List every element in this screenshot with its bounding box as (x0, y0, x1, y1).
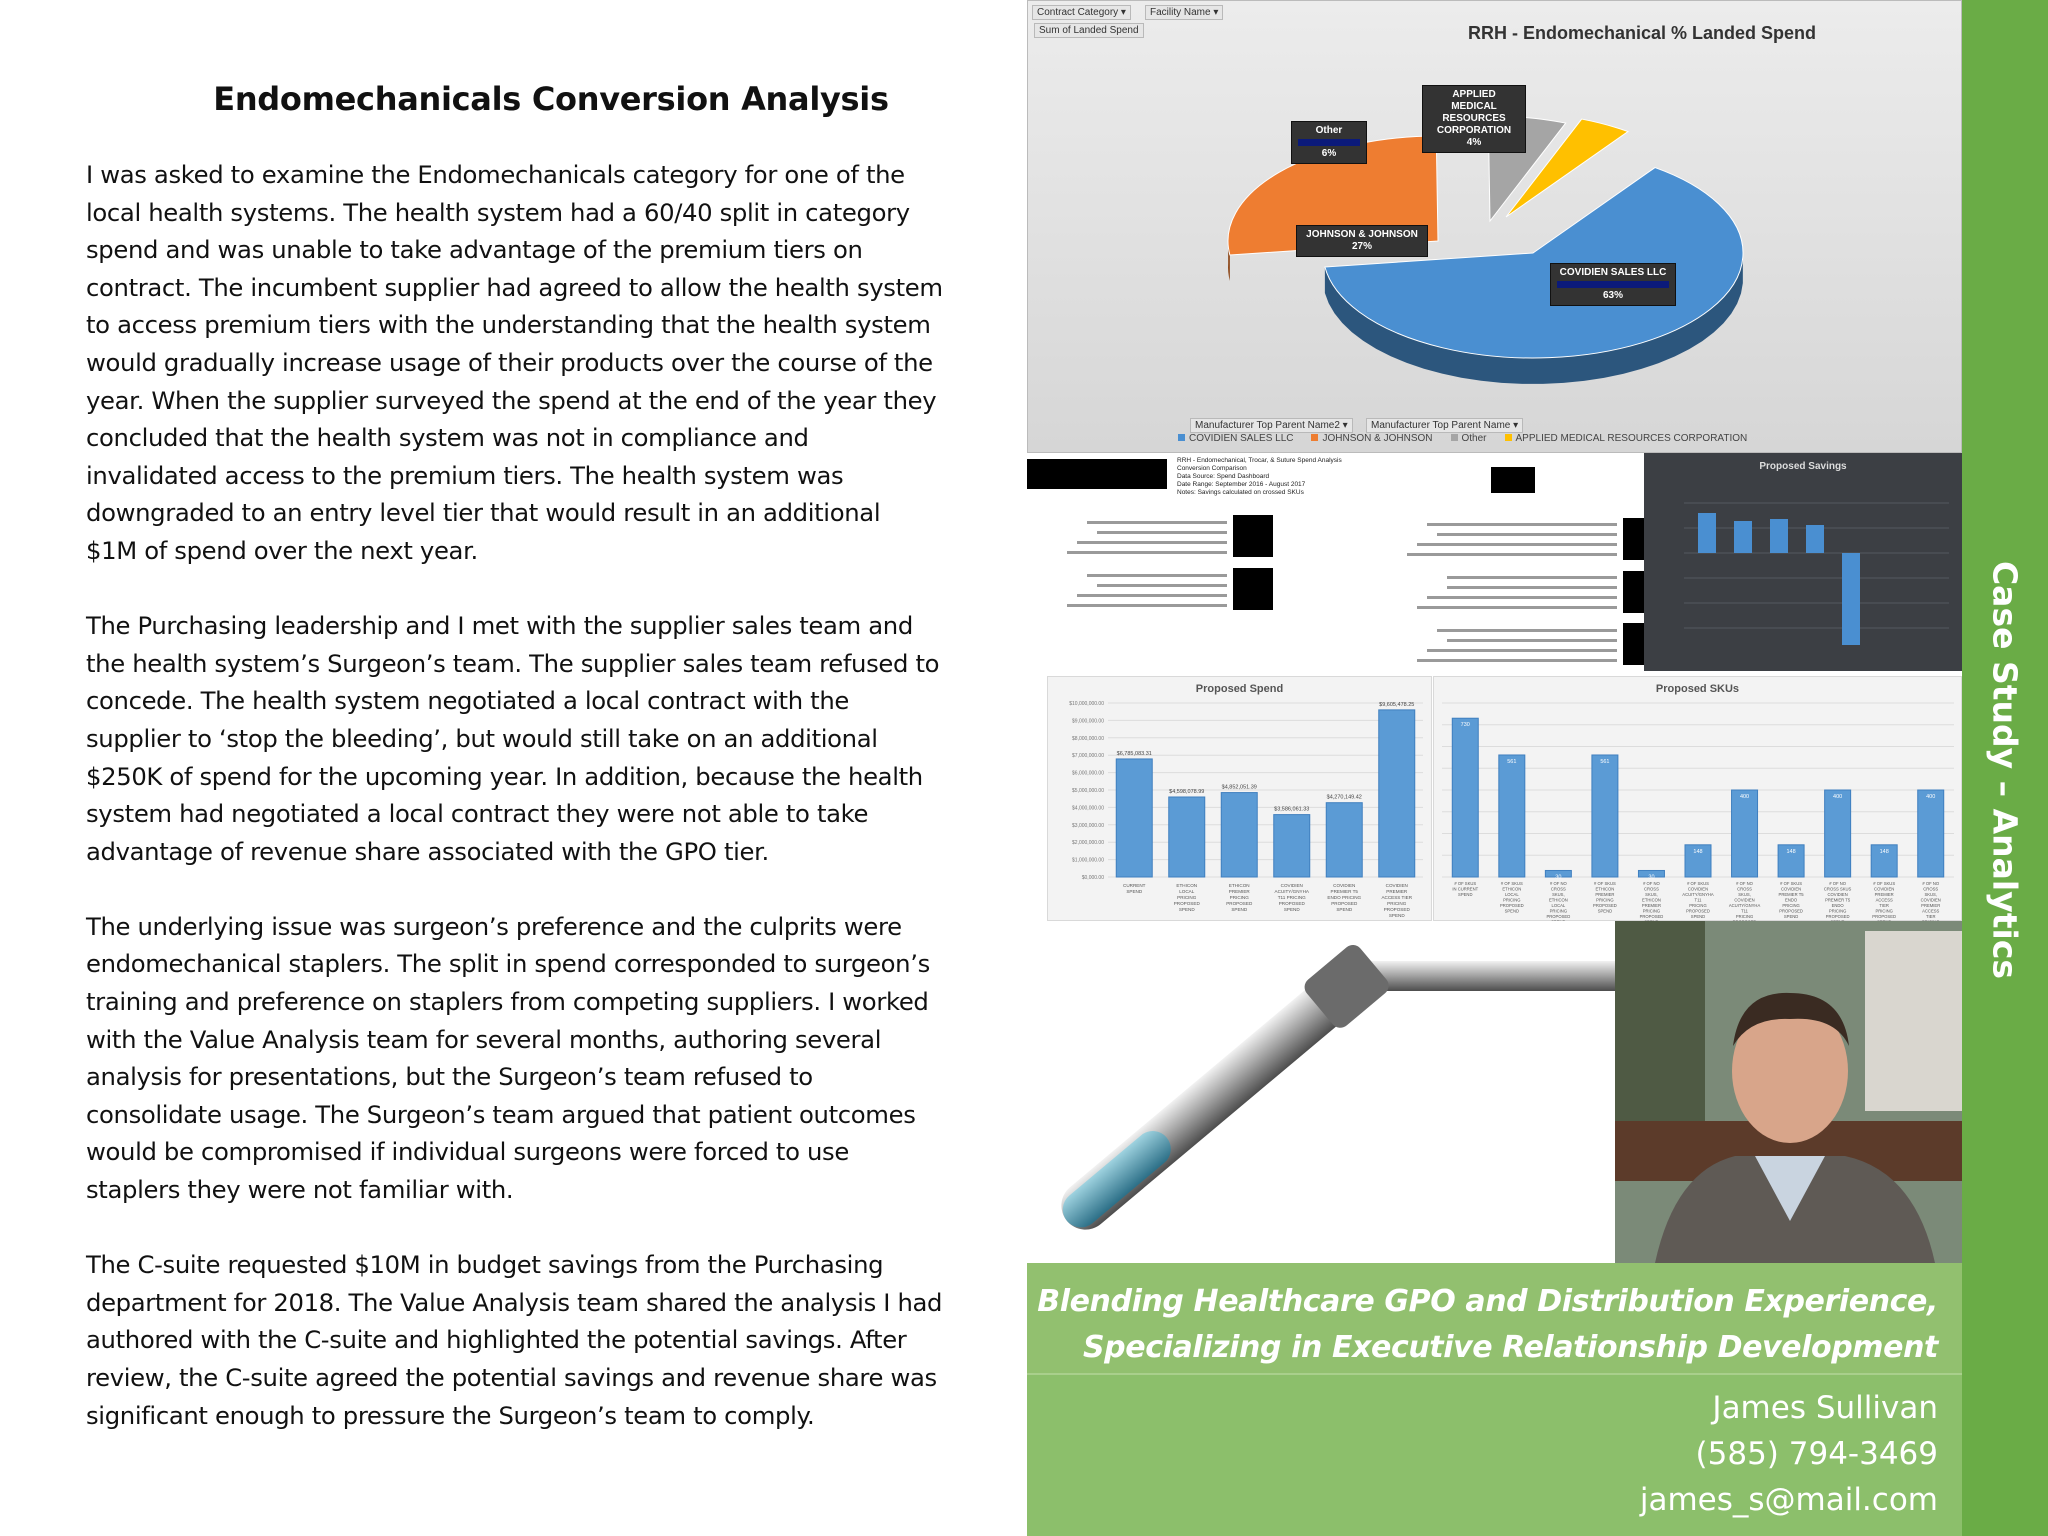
footer-banner (1027, 1263, 1962, 1536)
x-tick-label: SPEND (1458, 892, 1473, 897)
stapler-illustration (1027, 921, 1615, 1263)
article-line: downgraded to an entry level tier that would result in an additional (86, 498, 881, 528)
x-tick-label: SPEND (1178, 907, 1195, 912)
redaction-bar (1557, 281, 1669, 288)
x-tick-label: # OF NO (1922, 881, 1940, 886)
pie-legend (1178, 433, 1747, 444)
article-line: with the Value Analysis team for several months, authoring several (86, 1024, 882, 1054)
filter-facility-name[interactable]: Facility Name ▾ (1145, 5, 1223, 20)
x-tick-label: # OF SKUS (1687, 881, 1709, 886)
x-tick-label: ENDO PRICING (1327, 895, 1362, 900)
x-tick-label: ACUITY/GNYHA (1274, 889, 1309, 894)
bar-value-label: $4,598,078.99 (1169, 788, 1205, 795)
tagline (1027, 1263, 1962, 1375)
portrait-illustration (1615, 921, 1962, 1263)
x-tick-label: ENDO (1831, 903, 1844, 908)
x-tick-label: LOCAL (1504, 892, 1519, 897)
y-tick-label: $6,000,000.00 (1072, 770, 1104, 777)
filter-manufacturer-name[interactable]: Manufacturer Top Parent Name ▾ (1366, 418, 1523, 433)
y-tick-label: $10,000,000.00 (1069, 701, 1104, 707)
x-tick-label: PROPOSED (1331, 901, 1358, 906)
callout-label: COVIDIEN SALES LLC (1559, 267, 1667, 278)
article-line: would gradually increase usage of their products over the course of the (86, 347, 933, 377)
savings-bar (1734, 521, 1752, 553)
x-tick-label: ETHICON (1548, 897, 1568, 903)
x-tick-label: SPEND (1388, 913, 1405, 918)
x-tick-label: PREMIER T5 (1778, 892, 1804, 897)
x-tick-label: CROSS (1737, 886, 1752, 892)
x-tick-label: PREMIER T5 (1825, 897, 1851, 903)
x-tick-label: COVIDIEN (1780, 886, 1802, 892)
contact-email[interactable]: james_s@mail.com (1639, 1482, 1938, 1518)
article-line: year. When the supplier surveyed the spend at the end of the year they (86, 385, 937, 415)
article-line: The C-suite requested $10M in budget savings from the Purchasing (86, 1250, 884, 1280)
article-line: supplier to ‘stop the bleeding’, but would still take on an additional (86, 723, 878, 753)
article-line: $250K of spend for the upcoming year. In addition, because the health (86, 761, 923, 791)
bar-value-label: $6,785,083.31 (1116, 750, 1152, 757)
x-tick-label: COVIDIEN (1827, 892, 1848, 897)
bar-value-label: 30 (1648, 874, 1655, 881)
article-line: invalidated access to the premium tiers. The health system was (86, 460, 844, 490)
bar-value-label: 400 (1833, 794, 1843, 800)
x-tick-label: PROPOSED (1546, 914, 1571, 919)
x-tick-label: COVIDIEN (1734, 897, 1755, 903)
bar-value-label: $4,270,149.42 (1326, 794, 1362, 801)
article-line: analysis for presentations, but the Surgeon’s team refused to (86, 1062, 813, 1092)
redaction-block (1491, 467, 1535, 493)
sku-bar (1732, 790, 1758, 877)
bar-value-label: 148 (1786, 848, 1796, 855)
x-tick-label: PREMIER T5 (1330, 889, 1358, 894)
article-line: to access premium tiers with the understanding that the health system (86, 310, 931, 340)
x-tick-label: # OF SKUS (1593, 881, 1616, 886)
sku-bar (1918, 790, 1944, 877)
x-tick-label: CROSS SKUS (1823, 886, 1852, 892)
x-tick-label: PRICING (1229, 895, 1249, 900)
legend-swatch (1311, 434, 1318, 441)
savings-bars (1644, 453, 1962, 671)
legend-item (1178, 433, 1293, 444)
proposed-spend-chart (1047, 676, 1432, 921)
article-title: Endomechanicals Conversion Analysis (213, 80, 889, 118)
filter-label: Facility Name (1150, 7, 1211, 18)
bar-value-label: 148 (1693, 848, 1703, 855)
note-line: Data Source: Spend Dashboard (1177, 473, 1270, 480)
stapler-image (1027, 921, 1615, 1263)
x-tick-label: ETHICON (1228, 883, 1250, 888)
pie-chart-svg (1028, 1, 1963, 454)
filter-label: Sum of Landed Spend (1039, 25, 1139, 36)
filter-label: Contract Category (1037, 7, 1119, 18)
x-tick-label: COVIDIEN (1385, 883, 1408, 888)
article-line: concede. The health system negotiated a local contract with the (86, 686, 849, 716)
legend-item (1505, 433, 1748, 444)
callout-percent: 4% (1466, 137, 1482, 148)
article-line: The Purchasing leadership and I met with the supplier sales team and (86, 611, 913, 641)
x-tick-label: # OF NO (1549, 881, 1567, 886)
x-tick-label: PREMIER (1874, 892, 1894, 897)
table-text-lines (1067, 521, 1617, 662)
x-tick-label: PROPOSED (1499, 903, 1524, 908)
x-tick-label: # OF NO (1829, 881, 1847, 886)
y-tick-label: $9,000,000.00 (1072, 718, 1104, 725)
legend-label: JOHNSON & JOHNSON (1322, 433, 1433, 444)
spend-bar (1379, 710, 1415, 877)
article-line: authored with the C-suite and highlighted the potential savings. After (86, 1325, 907, 1355)
pie-chart-title: RRH - Endomechanical % Landed Spend (1468, 23, 1817, 43)
side-tab (1962, 0, 2048, 1536)
x-tick-label: COVIDIEN (1874, 886, 1895, 892)
y-tick-label: $5,000,000.00 (1072, 788, 1104, 794)
chart-title: Proposed Savings (1759, 461, 1847, 472)
spend-bar (1116, 759, 1152, 877)
callout-applied-medical (1422, 85, 1526, 153)
x-tick-label: TIER (1925, 914, 1936, 919)
x-tick-label: PRICING (1387, 901, 1407, 906)
spend-bar (1274, 815, 1310, 877)
article-line: the health system’s Surgeon’s team. The supplier sales team refused to (86, 648, 940, 678)
portrait-photo (1615, 921, 1962, 1263)
legend-label: Other (1461, 433, 1487, 444)
x-tick-label: PROPOSED (1779, 908, 1803, 914)
x-tick-label: PRICING (1828, 908, 1847, 914)
chart-title: Proposed Spend (1195, 683, 1284, 695)
x-tick-label: SPEND (1690, 914, 1706, 919)
bar-value-label: 561 (1600, 758, 1610, 765)
legend-label: COVIDIEN SALES LLC (1189, 433, 1294, 444)
article-paragraph (86, 1246, 1006, 1434)
x-tick-label: PROPOSED (1383, 907, 1410, 912)
article-line: The underlying issue was surgeon’s preference and the culprits were (86, 911, 902, 941)
x-tick-label: # OF SKUS (1500, 881, 1523, 886)
x-tick-label: ACUITY/GNYHA (1682, 892, 1714, 897)
x-tick-label: PREMIER (1386, 889, 1408, 894)
y-tick-label: $8,000,000.00 (1072, 735, 1104, 742)
x-tick-label: PREMIER (1641, 903, 1662, 908)
callout-percent: 63% (1602, 290, 1623, 301)
x-tick-label: CROSS (1923, 886, 1939, 892)
callout-percent: 6% (1321, 148, 1337, 159)
x-tick-label: COVIDIEN (1920, 897, 1941, 903)
x-tick-label: PROPOSED (1173, 901, 1200, 906)
y-tick-label: $1,000,000.00 (1072, 857, 1104, 864)
filter-contract-category[interactable]: Contract Category ▾ (1032, 5, 1131, 20)
proposed-skus-chart (1433, 676, 1962, 921)
x-tick-label: ACUITY/GNYHA (1728, 903, 1761, 908)
redaction-bar (1298, 139, 1360, 146)
x-tick-label: SKUS, (1924, 892, 1938, 897)
redaction-block (1233, 568, 1273, 610)
x-tick-label: PROPOSED (1593, 903, 1617, 908)
callout-percent: 27% (1351, 241, 1372, 252)
bar-value-label: 30 (1555, 874, 1562, 881)
x-tick-label: PROPOSED (1278, 901, 1305, 906)
article-line: significant enough to pressure the Surgeon’s team to comply. (86, 1400, 815, 1430)
callout-johnson-johnson (1296, 225, 1428, 257)
legend-swatch (1505, 434, 1512, 441)
sku-bar (1452, 718, 1478, 877)
proposed-spend-svg (1048, 677, 1433, 922)
article-paragraph (86, 607, 1006, 870)
tagline-line: Blending Healthcare GPO and Distribution Experience, (1037, 1284, 1938, 1319)
x-tick-label: ACCESS (1922, 908, 1940, 914)
x-tick-label: COVIDIEN (1333, 883, 1356, 888)
y-tick-label: $4,000,000.00 (1072, 805, 1104, 812)
x-tick-label: T11 (1741, 908, 1748, 914)
x-tick-label: SPEND (1126, 889, 1143, 894)
bar-value-label: $3,586,061.33 (1274, 806, 1310, 813)
filter-label: Manufacturer Top Parent Name2 (1195, 420, 1340, 431)
y-tick-label: $2,000,000.00 (1072, 840, 1104, 847)
x-tick-label: # OF SKUS (1454, 881, 1477, 886)
x-tick-label: PROPOSED (1639, 914, 1664, 919)
x-tick-label: SKUS, (1645, 892, 1658, 897)
article-line: local health systems. The health system had a 60/40 split in category (86, 197, 910, 227)
x-tick-label: COVIDIEN (1687, 886, 1709, 892)
article-line: system had negotiated a local contract they were not able to take (86, 799, 869, 829)
x-tick-label: ENDO (1785, 897, 1798, 903)
x-tick-label: ACCESS TIER (1381, 895, 1413, 900)
x-tick-label: PROPOSED (1686, 908, 1710, 914)
article-line: staplers they were not familiar with. (86, 1175, 514, 1205)
x-tick-label: COVIDIEN (1280, 883, 1303, 888)
y-tick-label: $0,000.00 (1081, 875, 1104, 881)
article-line: I was asked to examine the Endomechanicals category for one of the (86, 160, 905, 189)
dashboard-panel (1027, 453, 1962, 671)
x-tick-label: PROPOSED (1825, 914, 1850, 919)
redaction-block (1233, 515, 1273, 557)
x-tick-label: SKUS, (1738, 892, 1751, 897)
note-line: RRH - Endomechanical, Trocar, & Suture Spend Analysis (1177, 457, 1342, 464)
x-tick-label: PROPOSED (1226, 901, 1253, 906)
legend-swatch (1178, 434, 1185, 441)
callout-label: Other (1315, 125, 1343, 136)
bar-value-label: 730 (1460, 722, 1470, 729)
x-tick-label: ETHICON (1595, 886, 1615, 892)
x-tick-label: # OF NO (1643, 881, 1660, 886)
article-line: concluded that the health system was not in compliance and (86, 423, 809, 453)
article-line: endomechanical staplers. The split in spend corresponded to surgeon’s (86, 949, 930, 979)
legend-label: APPLIED MEDICAL RESOURCES CORPORATION (1515, 433, 1748, 444)
y-tick-label: $7,000,000.00 (1072, 753, 1104, 760)
x-tick-label: # OF NO (1736, 881, 1753, 886)
x-tick-label: T11 (1694, 897, 1702, 903)
sku-bar (1499, 755, 1525, 877)
x-tick-label: CURRENT (1123, 883, 1146, 888)
contact-block (1640, 1385, 1938, 1523)
x-tick-label: LOCAL (1179, 889, 1195, 894)
filter-label: Manufacturer Top Parent Name (1371, 420, 1511, 431)
savings-bar (1698, 513, 1716, 553)
x-tick-label: SPEND (1231, 907, 1248, 912)
x-tick-label: CROSS (1550, 886, 1566, 892)
x-tick-label: PRICING (1689, 903, 1707, 908)
tagline-line: Specializing in Executive Relationship Development (1082, 1330, 1938, 1365)
article-line: would be compromised if individual surgeons were forced to use (86, 1137, 849, 1167)
x-tick-label: LOCAL (1551, 903, 1566, 908)
article-line: spend and was unable to take advantage of the premium tiers on (86, 235, 863, 265)
savings-bar (1770, 519, 1788, 553)
x-tick-label: TIER (1879, 903, 1889, 908)
x-tick-label: ETHICON (1176, 883, 1198, 888)
y-tick-label: $3,000,000.00 (1072, 822, 1104, 829)
x-tick-label: PRICING (1549, 908, 1568, 914)
savings-bar (1806, 525, 1824, 553)
bar-value-label: 400 (1926, 794, 1936, 800)
x-tick-label: PREMIER (1228, 889, 1250, 894)
x-tick-label: # OF SKUS (1873, 881, 1896, 886)
spend-bar (1169, 797, 1205, 877)
x-tick-label: CROSS (1644, 886, 1659, 892)
bar-value-label: $4,852,051.39 (1221, 784, 1257, 791)
callout-covidien (1550, 263, 1676, 306)
x-tick-label: PRICING (1503, 897, 1521, 903)
side-tab-label: Case Study – Analytics (1985, 560, 2025, 980)
savings-bar (1842, 553, 1860, 645)
article-line: consolidate usage. The Surgeon’s team argued that patient outcomes (86, 1099, 916, 1129)
article-paragraph (86, 156, 1006, 570)
article-line: department for 2018. The Value Analysis team shared the analysis I had (86, 1287, 943, 1317)
callout-other (1291, 121, 1367, 164)
x-tick-label: # OF SKUS (1780, 881, 1803, 886)
x-tick-label: SPEND (1597, 908, 1613, 914)
article-line: advantage of revenue share associated with the GPO tier. (86, 836, 769, 866)
note-line: Conversion Comparison (1177, 465, 1247, 472)
x-tick-label: PREMIER (1921, 903, 1941, 908)
x-tick-label: PRICING (1596, 897, 1614, 903)
x-tick-label: SPEND (1336, 907, 1353, 912)
article-paragraph (86, 908, 1006, 1209)
x-tick-label: ETHICON (1502, 886, 1522, 892)
bar-value-label: 148 (1879, 848, 1889, 855)
stapler-cartridge (1055, 1124, 1178, 1235)
note-line: Date Range: September 2016 - August 2017 (1177, 481, 1306, 488)
callout-label: APPLIED MEDICAL RESOURCES CORPORATION (1436, 89, 1512, 136)
x-tick-label: PRICING (1177, 895, 1197, 900)
x-tick-label: SPEND (1783, 914, 1799, 919)
article-line: contract. The incumbent supplier had agreed to allow the health system (86, 272, 943, 302)
x-tick-label: T11 PRICING (1277, 895, 1306, 900)
x-tick-label: IN CURRENT (1452, 886, 1479, 892)
x-tick-label: SKUS, (1552, 892, 1565, 897)
article-line: $1M of spend over the next year. (86, 535, 478, 565)
proposed-skus-svg (1434, 677, 1963, 922)
x-tick-label: SPEND (1504, 908, 1520, 914)
x-tick-label: ACCESS (1875, 897, 1893, 903)
sku-bar (1825, 790, 1851, 877)
contact-name: James Sullivan (1712, 1390, 1938, 1426)
pie-chart-panel (1027, 0, 1962, 453)
article-line: training and preference on staplers from competing suppliers. I worked (86, 987, 929, 1017)
contact-phone[interactable]: (585) 794-3469 (1695, 1436, 1938, 1472)
x-tick-label: SPEND (1283, 907, 1300, 912)
proposed-savings-chart (1644, 453, 1962, 671)
dashboard-table-graphic (1027, 453, 1644, 671)
chart-title: Proposed SKUs (1655, 683, 1740, 695)
x-tick-label: PRICING (1642, 908, 1661, 914)
x-tick-label: PRICING (1875, 908, 1893, 914)
x-tick-label: PREMIER (1595, 892, 1615, 897)
x-tick-label: PROPOSED (1872, 914, 1897, 919)
bar-value-label: $9,605,478.25 (1379, 701, 1415, 708)
spend-bar (1221, 793, 1257, 877)
legend-item (1311, 433, 1432, 444)
article (86, 80, 1006, 1472)
x-tick-label: PRICING (1735, 914, 1754, 919)
legend-swatch (1451, 434, 1458, 441)
callout-label: JOHNSON & JOHNSON (1306, 229, 1418, 240)
legend-item (1451, 433, 1487, 444)
filter-manufacturer-name2[interactable]: Manufacturer Top Parent Name2 ▾ (1190, 418, 1353, 433)
sku-bar (1592, 755, 1618, 877)
x-tick-label: PRICING (1782, 903, 1800, 908)
bar-value-label: 400 (1739, 794, 1750, 800)
spend-bar (1326, 803, 1362, 877)
x-tick-label: ETHICON (1642, 897, 1661, 903)
article-line: review, the C-suite agreed the potential savings and revenue share was (86, 1363, 937, 1392)
note-line: Notes: Savings calculated on crossed SKUs (1177, 489, 1304, 496)
bar-value-label: 561 (1507, 758, 1517, 765)
